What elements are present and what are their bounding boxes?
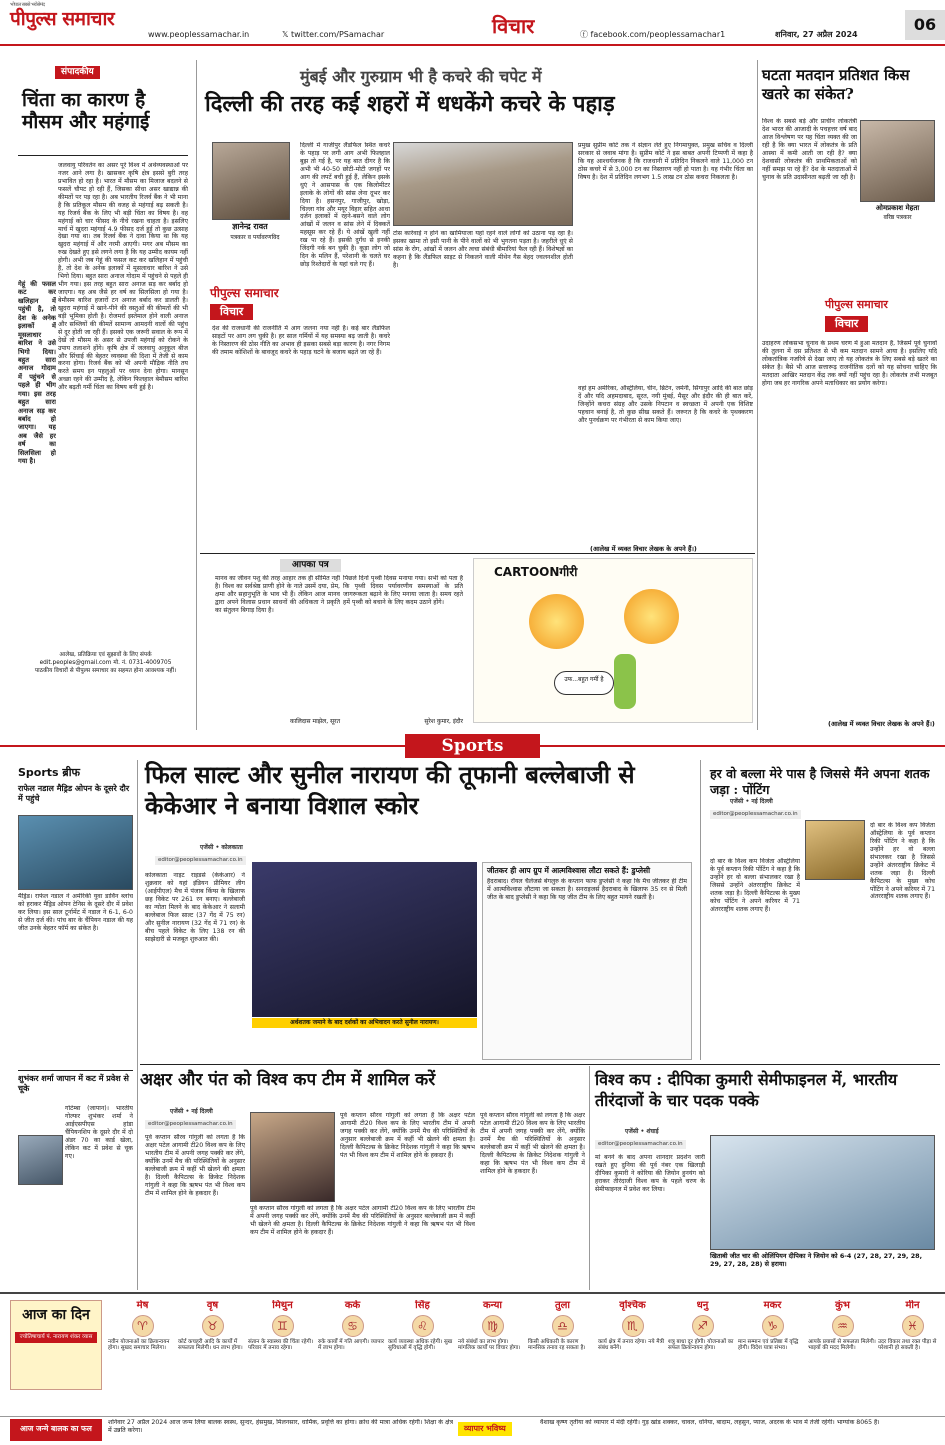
sharma-photo bbox=[18, 1135, 63, 1185]
today-box-title: आज का दिन bbox=[22, 1307, 90, 1323]
page-number: 06 bbox=[905, 10, 945, 40]
lead-title: दिल्ली की तरह कई शहरों में धधकेंगे कचरे के पहाड़ bbox=[205, 91, 615, 117]
rashi-name: कर्क bbox=[344, 1300, 361, 1311]
zodiac-icon: ♈ bbox=[132, 1315, 154, 1337]
rashi-box bbox=[528, 1300, 597, 1415]
zodiac-icon: ♍ bbox=[482, 1315, 504, 1337]
rashi-name: धनु bbox=[696, 1300, 709, 1311]
author-role: पत्रकार व पर्यावरणविद bbox=[230, 234, 280, 241]
zodiac-icon: ♋ bbox=[342, 1315, 364, 1337]
duplessis-box bbox=[482, 862, 692, 1060]
lead-body-3: टोस कार्रवाई न होने का खामियाजा यहां रहने वाले लोगों को उठाना पड़ रहा है। इसका खामा तो इसी पानी के पीने वालों को भी भुगतना पड़ता है। जहरीले धुएं से सांस के रोग, आंखों में जलन और त्वचा संबंधी बीमारियां फैल रही हैं। विशेषज्ञों का कहना है कि लैंडफिल साइट से निकलने वाली मीथेन गैस बेहद ज्वलनशील होती है। bbox=[393, 230, 573, 269]
letter-1: मानव का जीवन पशु की तरह आहार तक ही सीमित नहीं है। विश्व का सर्वश्रेष्ठ प्राणी होने के नाते उसमें दया, प्रेम, क्षमा और सहानुभूति के भाव भी हैं। लेकिन आज मानव द्वारा अपने विलास प्रधान साधनों की अधिकता ने प्रकृति का संतुलन बिगाड़ दिया है। bbox=[215, 575, 340, 614]
editorial-tag: संपादकीय bbox=[55, 66, 100, 79]
ponting-email[interactable]: editor@peoplessamachar.co.in bbox=[710, 810, 801, 819]
rashi-text: उदर विकार तथा रक्त पीड़ा से परेशानी हो सकती है। bbox=[878, 1338, 937, 1352]
deepika-title: विश्व कप : दीपिका कुमारी सेमीफाइनल में, भारतीय तीरंदाजों के चार पदक पक्के bbox=[595, 1070, 898, 1110]
deepika-email[interactable]: editor@peoplessamachar.co.in bbox=[595, 1140, 686, 1149]
zodiac-icon: ♎ bbox=[552, 1315, 574, 1337]
zodiac-icon: ♉ bbox=[202, 1315, 224, 1337]
rashi-name: वृष bbox=[206, 1300, 219, 1311]
lead-body-1a: दिल्ली में गाजीपुर लैंडफिल स्थित कचरे के पहाड़ पर लगी आग अभी फिलहाल बुझ तो गई है, पर यह बात दीगर है कि अभी भी 40-50 छोटी-मोटी जगहों पर आग की लपटें बची हुई हैं, लेकिन इसके धुएं ने आसपास के एक किलोमीटर इलाके के लोगों की सांस लेना दूभर कर दिया है। हसनपुर, गाजीपुर, खोड़ा, चिल्ला गांव और मयूर विहार सहित आधा दर्जन इलाकों में रहने-बसने वाले लोग आंखों में जलन व सांस लेने में दिक्कतें महसूस कर रहे हैं। ये आंखें खुली नहीं रख पा रहे हैं। इसकी दुर्गंध से इनकी जिंदगी नर्क बन चुकी है। कूड़ा लोग जो दिन के मलिन हैं, परेशानी के चलते घर छोड़ रिश्तेदारों के यहां चले गए हैं। bbox=[300, 142, 390, 269]
duplessis-body: हैदराबाद। रॉयल चैलेंजर्स बेंगलुरु के कप्तान फाफ डुप्लेसी ने कहा कि मैच जीतकर ही टीम में आत्मविश्वास लौटाया जा सकता है। सनराइजर्स हैदराबाद के खिलाफ 35 रन से मिली जीत के बाद डुप्लेसी ने कहा कि यह जीत टीम के लिए बहुत मायने रखती है। bbox=[487, 878, 687, 901]
opinion-vichar-tag: विचार bbox=[825, 316, 868, 332]
rashi-name: कुंभ bbox=[835, 1300, 850, 1311]
issue-date: शनिवार, 27 अप्रैल 2024 bbox=[775, 30, 858, 39]
ponting-title: हर वो बल्ला मेरे पास है जिससे मैंने अपना शतक जड़ा : पोंटिंग bbox=[710, 766, 930, 797]
vichar-tag: विचार bbox=[210, 304, 253, 320]
section-title: विचार bbox=[492, 14, 535, 38]
zodiac-icon: ♏ bbox=[622, 1315, 644, 1337]
rashi-text: नये संबंधों का लाभ होगा। मांगलिक कार्यों पर विचार होगा। bbox=[458, 1338, 521, 1352]
lead-body-4: प्रमुख सुप्रीम कोर्ट तक ने संज्ञान लेते हुए निगमायुक्त, प्रमुख सचिव व दिल्ली सरकार से जवाब मांगा है। सुप्रीम कोर्ट ने इस बाबत अपनी टिप्पणी में कहा है कि यह आश्चर्यजनक है कि राजधानी में प्रतिदिन निकलने वाले 11,000 टन ठोस कचरे में से 3,000 टन का निस्तारण नहीं हो पाता है। यह गंभीर चिंता का विषय है। देश में प्रतिदिन लगभग 1.5 लाख टन ठोस कचरा निकलता है। bbox=[578, 142, 753, 181]
sun-icon bbox=[624, 589, 679, 644]
rashi-box bbox=[808, 1300, 877, 1415]
brief-1-title: राफेल नडाल मैड्रिड ओपन के दूसरे दौर में पहुंचे bbox=[18, 784, 130, 803]
zodiac-icon: ♌ bbox=[412, 1315, 434, 1337]
letter-2: पिछले दिनों पृथ्वी दिवस मनाया गया। सभी को पता है कि पृथ्वी दिवस पर्यावरणीय समस्याओं के प्रति जागरूकता बढ़ाने के लिए मनाया जाता है। समय रहते हमें पृथ्वी को बचाने के लिए कदम उठाने होंगे। bbox=[343, 575, 463, 606]
rashi-box bbox=[108, 1300, 177, 1415]
rashi-text: संतान के स्वास्थ्य की चिंता रहेगी। परिवार में तनाव रहेगा। bbox=[248, 1338, 314, 1352]
lead-body-2: देश की राजधानी की राजनीति में आग जलना नया नहीं है। कई बार लैंडफिल साइटों पर आग लग चुकी है। हर साल गर्मियों में यह समस्या बढ़ जाती है। कचरे के निस्तारण की ठोस नीति का अभाव ही इसका सबसे बड़ा कारण है। नगर निगम की तमाम कोशिशों के बावजूद कचरे के पहाड़ घटने के बजाय बढ़ते जा रहे हैं। bbox=[212, 325, 390, 356]
rashi-text: नवीन योजनाओं का क्रियान्वयन होगा। सुखद समाचार मिलेगा। bbox=[108, 1338, 170, 1352]
rashi-box bbox=[458, 1300, 527, 1415]
opinion-body-2: उदाहरण लोकसभा चुनाव के प्रथम चरण में हुआ मतदान है, जिसमें पूर्व चुनावों की तुलना में दस प्रतिशत से भी कम मतदान सामने आया है। इसलिए यदि लोकतांत्रिक नजरिये से देखा जाए तो यह लोकतंत्र के लिए सबसे बड़े खतरे का संकेत है। बैसे भी आज सत्तारूढ़ राजनीतिक दलों को यह सोचना चाहिए कि मतदाता आखिर मतदान केंद्र तक क्यों नहीं पहुंच रहा है। लोकतंत्र तभी मजबूत होगा जब हर नागरिक अपने मताधिकार का प्रयोग करेगा। bbox=[762, 340, 937, 387]
letter-2-sign: सुरेश कुमार, इंदौर bbox=[424, 718, 463, 725]
editorial-pull-quote: गेहूं की फसल कट कर खलिहान में पहुंची है, तो देश के अनेक इलाकों में मूसलाधार बारिश ने उसे भिगो दिया। बहुत सारा अनाज गोदाम में पहुंचने से पहले ही भीग गया। इस तरह बहुत सारा अनाज सड़ कर बर्बाद हो जाएगा। यह अब जैसे हर वर्ष का सिलसिला हो गया है। bbox=[18, 280, 56, 466]
opinion-title: घटता मतदान प्रतिशत किस खतरे का संकेत? bbox=[762, 66, 910, 103]
opinion-author-photo bbox=[860, 120, 935, 202]
rashi-text: कार्य व्यवस्था अधिक रहेगी। सुख सुविधाओं में वृद्धि होगी। bbox=[388, 1338, 453, 1352]
cartoon-panel bbox=[473, 558, 753, 723]
rashi-text: किसी अधिकारी के कारण मानसिक तनाव रह सकता है। bbox=[528, 1338, 586, 1352]
author-photo bbox=[212, 142, 290, 220]
ganguly-body-col4: पूर्व कप्तान सौरव गांगुली को लगता है कि अक्षर पटेल आगामी टी20 विश्व कप के लिए भारतीय टीम में अपनी जगह पक्की कर लेंगे, क्योंकि उनमें मैच की परिस्थितियों के अनुसार बल्लेबाजी क्रम में कहीं भी खेलने की क्षमता है। दिल्ली कैपिटल्स के क्रिकेट निदेशक गांगुली ने कहा कि ऋषभ पंत भी विश्व कप टीम में शामिल होने के हकदार हैं। bbox=[480, 1112, 585, 1175]
ganguly-body-col3: पूर्व कप्तान सौरव गांगुली को लगता है कि अक्षर पटेल आगामी टी20 विश्व कप के लिए भारतीय टीम में अपनी जगह पक्की कर लेंगे, क्योंकि उनमें मैच की परिस्थितियों के अनुसार बल्लेबाजी क्रम में कहीं भी खेलने की क्षमता है। दिल्ली कैपिटल्स के क्रिकेट निदेशक गांगुली ने कहा कि ऋषभ पंत भी विश्व कप टीम में शामिल होने के हकदार हैं। bbox=[340, 1112, 475, 1159]
rashi-name: सिंह bbox=[415, 1300, 430, 1311]
birth-fal-text: शनिवार 27 अप्रैल 2024 आज जन्म लिया बालक स्वस्थ, सुन्दर, हंसमुख, मिलनसार, धार्मिक, प्रवृत्ति का होगा। क्रोध की मात्रा अधिक रहेगी। शिक्षा के क्षेत्र में उन्नति करेगा। bbox=[108, 1419, 453, 1434]
rashi-name: मेष bbox=[136, 1300, 149, 1311]
vyapar-text: वैशाख कृष्ण तृतीया को व्यापार में मंदी रहेगी। गुड़ खांड शक्कर, चावल, धनिया, बादाम, लहसुन, प्याज, अदरक के भाव में तेजी रहेगी। भाग्यांक 8065 है। bbox=[540, 1419, 880, 1426]
rashi-box bbox=[598, 1300, 667, 1415]
letters-tag: आपका पत्र bbox=[280, 559, 341, 572]
kkr-email[interactable]: editor@peoplessamachar.co.in bbox=[155, 856, 246, 865]
ponting-body-continued: दो बार के विश्व कप विजेता ऑस्ट्रेलिया के पूर्व कप्तान रिकी पोंटिंग ने कहा है कि उन्होंने हर वो बल्ला संभालकर रखा है जिससे उन्होंने अंतरराष्ट्रीय क्रिकेट में शतक जड़ा है। दिल्ली कैपिटल्स के मुख्य कोच पोंटिंग ने अपने करियर में 71 अंतरराष्ट्रीय शतक लगाए हैं। bbox=[870, 822, 935, 901]
brief-2-title: शुभंकर शर्मा जापान में कट में प्रवेश से चूके bbox=[18, 1074, 129, 1093]
rashi-name: मकर bbox=[763, 1300, 782, 1311]
rashi-text: शत्रु बाधा दूर होगी। योजनाओं का सफल क्रियान्वयन होगा। bbox=[668, 1338, 734, 1352]
lead-body-5: वहां हम अमेरिका, ऑस्ट्रेलिया, चीन, ब्रिटेन, जर्मनी, सिंगापुर आदि की बात छोड़ दें और यदि अहमदाबाद, सूरत, नयी मुंबई, मैसूर और इंदौर की ही बात करें, जिन्होंने कचरा संग्रह और उसके निपटान व स्वच्छता में अपनी एक विशिष्ट पहचान बनाई है, तो कुछ सीख सकते हैं। जरूरत है कि कचरे के पृथक्करण और पुनर्चक्रण पर गंभीरता से काम किया जाए। bbox=[578, 385, 753, 424]
rashi-name: मीन bbox=[905, 1300, 920, 1311]
ponting-body: दो बार के विश्व कप विजेता ऑस्ट्रेलिया के पूर्व कप्तान रिकी पोंटिंग ने कहा है कि उन्होंने हर वो बल्ला संभालकर रखा है जिससे उन्होंने अंतरराष्ट्रीय क्रिकेट में शतक जड़ा है। दिल्ली कैपिटल्स के मुख्य कोच पोंटिंग ने अपने करियर में 71 अंतरराष्ट्रीय शतक लगाए हैं। bbox=[710, 858, 800, 913]
duplessis-title: जीतकर ही आप ग्रुप में आत्मविश्वास लौटा सकते हैं: डुप्लेसी bbox=[487, 866, 651, 875]
sun-icon bbox=[529, 594, 584, 649]
ganguly-photo bbox=[250, 1112, 335, 1202]
zodiac-icon: ♊ bbox=[272, 1315, 294, 1337]
ponting-photo bbox=[805, 820, 865, 880]
deepika-body: मां बनने के बाद अपना शानदार प्रदर्शन जारी रखते हुए दुनिया की पूर्व नंबर एक खिलाड़ी दीपिका कुमारी ने कोरिया की जियोन हुनयंग को हराकर तीरंदाजी विश्व कप के पहले चरण के सेमीफाइनल में प्रवेश कर लिया। bbox=[595, 1154, 705, 1193]
rashi-name: तुला bbox=[554, 1300, 571, 1311]
masthead bbox=[0, 0, 945, 46]
astrologer-name: ज्योतिषाचार्य पं. नारायण शंकर व्यास bbox=[15, 1332, 97, 1343]
today-box bbox=[10, 1300, 102, 1390]
rashi-text: कार्य क्षेत्र में तनाव रहेगा। नये मैत्री संबंध बनेंगे। bbox=[598, 1338, 665, 1352]
rashi-box bbox=[318, 1300, 387, 1415]
rashi-box bbox=[248, 1300, 317, 1415]
rashi-text: रुके कार्यों में गति आएगी। व्यापार में लाभ होगा। bbox=[318, 1338, 385, 1352]
kkr-byline: एजेंसी • कोलकाता bbox=[200, 844, 243, 851]
kkr-photo-caption: अर्धशतक जमाने के बाद दर्शकों का अभिवादन करते सुनील नारायण। bbox=[252, 1018, 477, 1028]
editorial-contact: आलेख, प्रतिक्रिया एवं सुझावों के लिए संपर्क edit.peoples@gmail.com मो. नं. 0731-4009705 पाठकीय विचारों से पीपुल्स समाचार का सहमत होना आवश्यक नहीं। bbox=[34, 652, 177, 674]
nadal-photo bbox=[18, 815, 133, 890]
ganguly-byline: एजेंसी • नई दिल्ली bbox=[170, 1108, 213, 1115]
birth-fal-tag: आज जन्मे बालक का फल bbox=[10, 1419, 102, 1441]
rashi-text: कोर्ट कचहरी आदि के कार्यों में सफलता मिलेगी। धन लाभ होगा। bbox=[178, 1338, 243, 1352]
deepika-caption: खिताबी जीत चार की ओलिंपियन दीपिका ने जियोन को 6-4 (27, 28, 27, 29, 28, 29, 27, 28, 28) से हराया। bbox=[710, 1252, 923, 1269]
person-figure bbox=[614, 654, 636, 709]
ponting-byline: एजेंसी • नई दिल्ली bbox=[730, 798, 773, 805]
cartoon-speech-bubble: उफ...बहुत गर्मी है bbox=[554, 671, 614, 695]
zodiac-icon: ♑ bbox=[762, 1315, 784, 1337]
garbage-mountain-photo bbox=[393, 142, 573, 226]
kkr-body: कोलकाता नाइट राइडर्स (केकेआर) ने शुक्रवार को यहां इंडियन प्रीमियर लीग (आईपीएल) मैच में पंजाब किंग्स के खिलाफ छह विकेट पर 261 रन बनाए। बल्लेबाजी का न्योता मिलने के बाद केकेआर ने सलामी बल्लेबाज फिल साल्ट (37 गेंद में 75 रन) और सुनील नारायण (32 गेंद में 71 रन) के बीच पहले विकेट के लिए 138 रन की साझेदारी से मजबूत शुरुआत की। bbox=[145, 872, 245, 943]
ganguly-body: पूर्व कप्तान सौरव गांगुली को लगता है कि अक्षर पटेल आगामी टी20 विश्व कप के लिए भारतीय टीम में अपनी जगह पक्की कर लेंगे, क्योंकि उनमें मैच की परिस्थितियों के अनुसार बल्लेबाजी क्रम में कहीं भी खेलने की क्षमता है। दिल्ली कैपिटल्स के क्रिकेट निदेशक गांगुली ने कहा कि ऋषभ पंत भी विश्व कप टीम में शामिल होने के हकदार हैं। bbox=[145, 1134, 245, 1197]
ganguly-email[interactable]: editor@peoplessamachar.co.in bbox=[145, 1120, 236, 1129]
rashi-name: वृश्चिक bbox=[619, 1300, 646, 1311]
vyapar-tag: व्यापार भविष्य bbox=[458, 1422, 512, 1436]
inline-logo: पीपुल्स समाचार bbox=[210, 286, 279, 300]
kkr-title: फिल साल्ट और सुनील नारायण की तूफानी बल्लेबाजी से केकेआर ने बनाया विशाल स्कोर bbox=[145, 760, 635, 820]
editorial-title: चिंता का कारण है मौसम और महंगाई bbox=[22, 89, 150, 133]
sports-brief-tag: Sports ब्रीफ bbox=[18, 766, 81, 779]
deepika-byline: एजेंसी • शंघाई bbox=[625, 1128, 659, 1135]
brief-1-body: मैड्रिड। राफेल नडाल ने अमेरिकी युवा डार्विन ब्लांच को हराकर मैड्रिड ओपन टेनिस के दूसरे दौर में प्रवेश कर लिया। इस साल टूर्नामेंट में नडाल ने 6-1, 6-0 से जीत दर्ज की। पांच बार के चैंपियन नडाल की यह जीत उनके बेहतर फॉर्म का संकेत है। bbox=[18, 893, 133, 932]
rashi-text: आपके प्रयासों से सफलता मिलेगी। भाइयों की मदद मिलेगी। bbox=[808, 1338, 876, 1352]
kkr-body-continued bbox=[252, 1030, 477, 1060]
rashi-box bbox=[738, 1300, 807, 1415]
letter-1-sign: कालिदास माझेल, सूरत bbox=[290, 718, 340, 725]
zodiac-icon: ♐ bbox=[692, 1315, 714, 1337]
opinion-author-name: ओमप्रकाश मेहता bbox=[875, 204, 920, 212]
sports-banner: Sports bbox=[405, 734, 540, 758]
rashi-name: कन्या bbox=[482, 1300, 503, 1311]
editorial-body: जलवायु परिवर्तन का असर पूरे विश्व में अर्थव्यवस्थाओं पर नजर आने लगा है। खासकर कृषि क्षेत्र इससे बुरी तरह प्रभावित हो रहा है। भारत में मौसम का मिजाज बदलने से फसलें चौपट हो रही हैं, जिसका सीधा असर खाद्यान्न की कीमतों पर पड़ रहा है। अब भारतीय रिजर्व बैंक ने भी माना है कि प्रतिकूल मौसम की वजह से महंगाई बढ़ सकती है। यह रिजर्व बैंक के लिए भी बड़ी चिंता का विषय है। वह महंगाई को चार फीसद के नीचे रखना चाहता है। इसलिए मार्च में खुदरा महंगाई 4.9 फीसद दर्ज हुई तो कुछ उत्साह देखा गया था। तब रिजर्व बैंक ने दावा किया था कि यह खुदरा महंगाई में और नरमी आएगी। मगर अब मौसम का रुख देखते हुए इसे लगने लगा है कि यह उम्मीद कायम नहीं होगी। अभी जब गेहूं की फसल कट कर खलिहान में पहुंची है, तो देश के अनेक इलाकों में मूसलाधार बारिश ने उसे भिगो दिया। बहुत सारा अनाज गोदाम में पहुंचने से पहले ही भीग गया। इस तरह बहुत सारा अनाज सड़ कर बर्बाद हो जाएगा। यह अब जैसे हर वर्ष का सिलसिला हो गया है। बेमौसम बारिश हजारों टन अनाज बर्बाद कर डालती है। खुदरा महंगाई में खाने-पीने की वस्तुओं की कीमतों की भी बड़ी भूमिका होती है। रोजमर्रा इस्तेमाल होने वाली अनाज और सब्जियों की कीमतें सामान्य आमदनी वालों की पहुंच से दूर होती जा रही हैं। इसको एक जरूरी सवाल के रूप में देखें तो मौसम के असर से उपजी महंगाई को रोकने के उपाय तलाशने होंगे। कृषि क्षेत्र में जलवायु अनुकूल बीज और सिंचाई की बेहतर व्यवस्था की दिशा में तेजी से काम करना होगा। रिजर्व बैंक को भी अपनी मौद्रिक नीति तय करते समय इन पहलुओं पर ध्यान देना होगा। मानसून अच्छा रहने की उम्मीद है, लेकिन फिलहाल बेमौसम बारिश और बढ़ती गर्मी चिंता का विषय बनी हुई है। bbox=[58, 162, 188, 392]
lead-disclaimer: (आलेख में व्यक्त विचार लेखक के अपने हैं।) bbox=[590, 545, 697, 553]
twitter-link[interactable]: 𝕏 twitter.com/PSamachar bbox=[282, 30, 385, 39]
contact-email[interactable]: edit.peoples@gmail.com bbox=[39, 659, 112, 666]
opinion-disclaimer: (आलेख में व्यक्त विचार लेखक के अपने हैं।) bbox=[828, 720, 935, 728]
rashi-box bbox=[388, 1300, 457, 1415]
author-name: ज्ञानेन्द्र रावत bbox=[232, 222, 268, 231]
opinion-author-role: वरिष्ठ पत्रकार bbox=[883, 214, 912, 221]
rashi-box bbox=[178, 1300, 247, 1415]
facebook-link[interactable]: ⓕ facebook.com/peoplessamachar1 bbox=[580, 30, 726, 39]
kkr-match-photo bbox=[252, 862, 477, 1017]
rashi-text: मान सम्मान एवं प्रतिष्ठा में वृद्धि होगी। विदेश यात्रा संभव। bbox=[738, 1338, 799, 1352]
rashi-box bbox=[668, 1300, 737, 1415]
deepika-photo bbox=[710, 1135, 935, 1250]
facebook-icon: ⓕ bbox=[580, 30, 591, 39]
ganguly-body-continued: पूर्व कप्तान सौरव गांगुली को लगता है कि अक्षर पटेल आगामी टी20 विश्व कप के लिए भारतीय टीम में अपनी जगह पक्की कर लेंगे, क्योंकि उनमें मैच की परिस्थितियों के अनुसार बल्लेबाजी क्रम में कहीं भी खेलने की क्षमता है। दिल्ली कैपिटल्स के क्रिकेट निदेशक गांगुली ने कहा कि ऋषभ पंत भी विश्व कप टीम में शामिल होने के हकदार हैं। bbox=[250, 1205, 475, 1236]
rashi-box bbox=[878, 1300, 945, 1415]
brief-2-body: गोटेम्बा (जापान)। भारतीय गोल्फर शुभंकर शर्मा ने आईएसपीएस हांडा चैंपियनशिप के दूसरे दौर में दो अंडर 70 का कार्ड खेला, लेकिन कट में प्रवेश से चूक गए। bbox=[65, 1105, 133, 1160]
newspaper-logo: भोपाल सबसे भरोसेमंद पीपुल्स समाचार bbox=[10, 2, 115, 30]
opinion-inline-logo: पीपुल्स समाचार bbox=[825, 298, 888, 311]
opinion-body-1: विश्व के सबसे बड़े और प्राचीन लोकतंत्री देश भारत की आजादी के पचहत्तर वर्ष बाद आज विश्लेषण पर यह चिंता व्यक्त की जा रही है कि क्या भारत में लोकतंत्र के प्रति आस्था में कमी आती जा रही है? क्या देशवासी लोकतंत्र की प्राथमिकताओं को नहीं समझ पा रहे हैं? देश के मतदाताओं में चुनाव के प्रति उदासीनता बढ़ती जा रही है। bbox=[762, 118, 857, 181]
lead-kicker: मुंबई और गुरुग्राम भी है कचरे की चपेट में bbox=[300, 67, 542, 86]
zodiac-icon: ♓ bbox=[902, 1315, 924, 1337]
cartoon-title: CARTOONगीरी bbox=[494, 565, 578, 579]
ganguly-title: अक्षर और पंत को विश्व कप टीम में शामिल करें bbox=[140, 1070, 436, 1090]
rashi-name: मिथुन bbox=[272, 1300, 293, 1311]
zodiac-icon: ♒ bbox=[832, 1315, 854, 1337]
website-link[interactable]: www.peoplessamachar.in bbox=[148, 30, 250, 39]
twitter-icon: 𝕏 bbox=[282, 30, 291, 39]
